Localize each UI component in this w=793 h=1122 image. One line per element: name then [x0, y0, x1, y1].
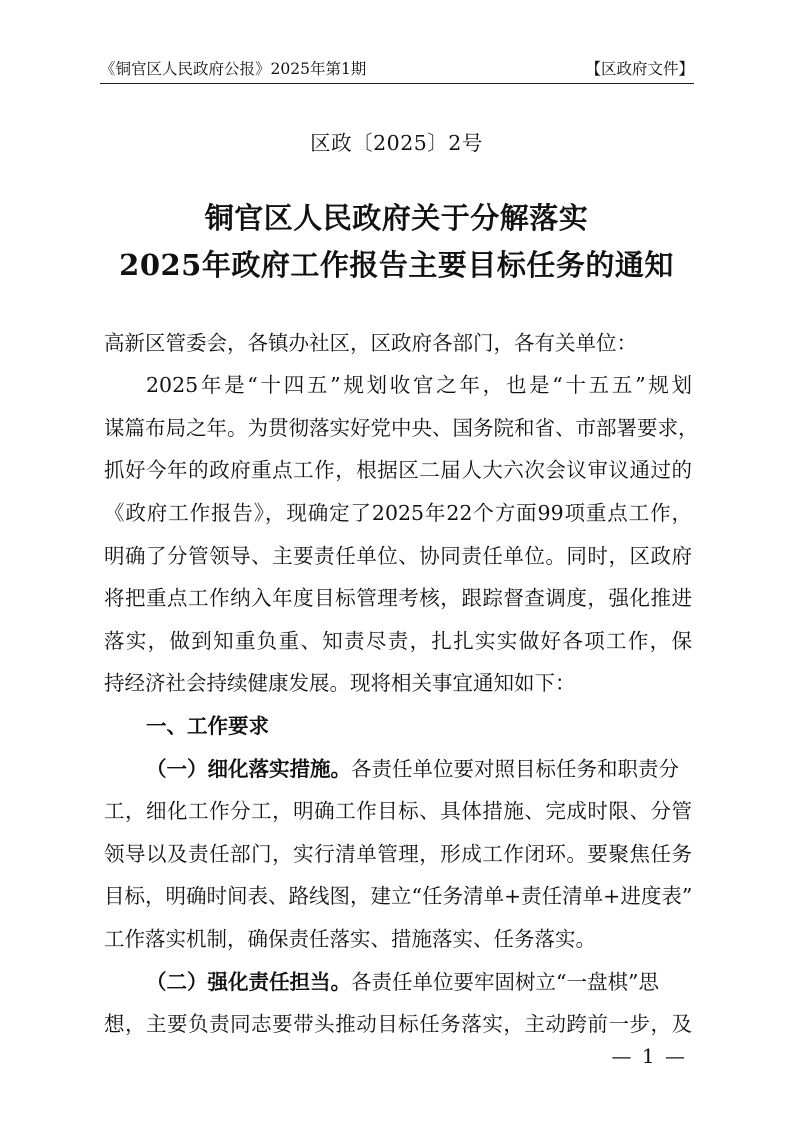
document-number: 区政〔2025〕2号 [310, 131, 483, 155]
item2-heading: （二）强化责任担当。 [146, 970, 351, 994]
section-heading: 一、工作要求 [146, 714, 269, 738]
section-label: 【区政府文件】 [585, 60, 694, 78]
item1-first-line [146, 748, 692, 791]
para1-line: 谋篇布局之年。为贯彻落实好党中央、国务院和省、市部署要求， [104, 416, 699, 440]
running-header [100, 55, 694, 84]
item1-heading: （一）细化落实措施。 [146, 757, 351, 781]
document-title-line-2: 2025年政府工作报告主要目标任务的通知 [119, 248, 674, 282]
para1-line: 2025年是“十四五”规划收官之年，也是“十五五”规划 [146, 373, 692, 397]
item2-first-line [146, 961, 692, 1004]
para1-line: 《政府工作报告》，现确定了2025年22个方面99项重点工作， [104, 501, 692, 525]
item1-line: 工作落实机制，确保责任落实、措施落实、任务落实。 [104, 927, 596, 951]
item2-line: 各责任单位要牢固树立“一盘棋”思 [351, 970, 659, 994]
para1-line: 抓好今年的政府重点工作，根据区二届人大六次会议审议通过的 [104, 458, 692, 482]
para1-line: 落实，做到知重负重、知责尽责，扎扎实实做好各项工作，保 [104, 629, 692, 653]
item1-line: 工，细化工作分工，明确工作目标、具体措施、完成时限、分管 [104, 799, 692, 823]
document-title-line-1: 铜官区人民政府关于分解落实 [204, 201, 589, 235]
salutation: 高新区管委会，各镇办社区，区政府各部门，各有关单位： [104, 331, 637, 355]
item1-line: 领导以及责任部门，实行清单管理，形成工作闭环。要聚焦任务 [104, 842, 692, 866]
gazette-title: 《铜官区人民政府公报》2025年第1期 [100, 60, 367, 78]
para1-line: 将把重点工作纳入年度目标管理考核，跟踪督查调度，强化推进 [104, 586, 692, 610]
item1-line: 各责任单位要对照目标任务和职责分 [351, 757, 679, 781]
para1-line: 持经济社会持续健康发展。现将相关事宜通知如下： [104, 671, 576, 695]
para1-line: 明确了分管领导、主要责任单位、协同责任单位。同时，区政府 [104, 544, 692, 568]
page-number: — 1 — [611, 1044, 687, 1068]
item1-line: 目标，明确时间表、路线图，建立“任务清单+责任清单+进度表” [104, 884, 693, 908]
item2-line: 想，主要负责同志要带头推动目标任务落实，主动跨前一步，及 [104, 1012, 692, 1036]
